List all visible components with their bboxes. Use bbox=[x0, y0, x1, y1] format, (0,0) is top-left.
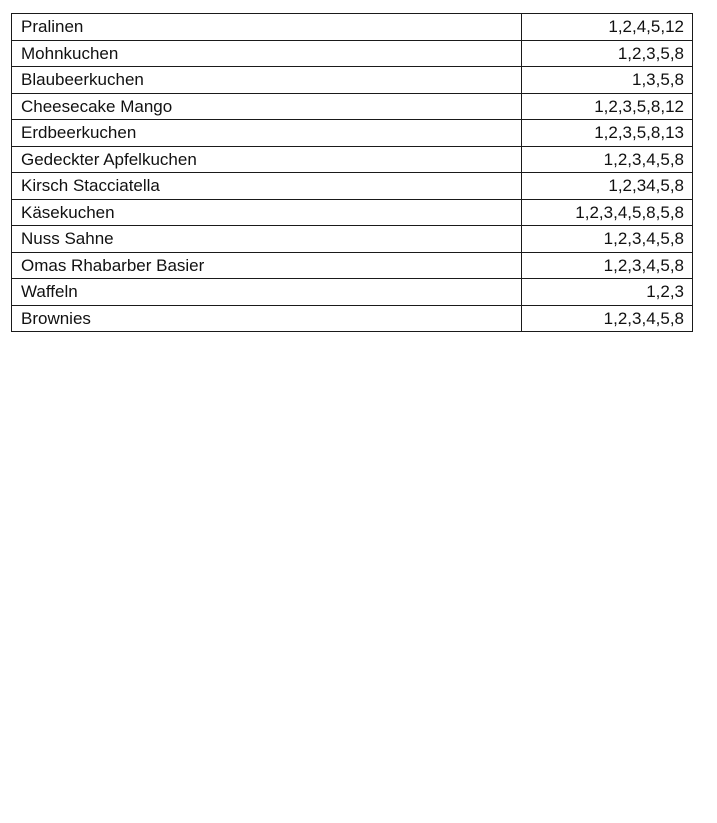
table-row bbox=[12, 252, 693, 279]
item-name-cell: Waffeln bbox=[12, 279, 522, 306]
item-name-cell: Erdbeerkuchen bbox=[12, 120, 522, 147]
table-row bbox=[12, 279, 693, 306]
table-row bbox=[12, 14, 693, 41]
item-name-cell: Cheesecake Mango bbox=[12, 93, 522, 120]
item-codes-cell: 1,2,3,5,8,12 bbox=[522, 93, 693, 120]
item-name-cell: Kirsch Stacciatella bbox=[12, 173, 522, 200]
item-codes-cell: 1,2,3,4,5,8 bbox=[522, 146, 693, 173]
table-row bbox=[12, 120, 693, 147]
table-row bbox=[12, 305, 693, 332]
item-name-cell: Mohnkuchen bbox=[12, 40, 522, 67]
item-codes-cell: 1,2,3,4,5,8 bbox=[522, 252, 693, 279]
item-name-cell: Nuss Sahne bbox=[12, 226, 522, 253]
menu-allergen-table bbox=[11, 13, 693, 332]
table-row bbox=[12, 146, 693, 173]
item-name-cell: Brownies bbox=[12, 305, 522, 332]
table-row bbox=[12, 199, 693, 226]
table-row bbox=[12, 93, 693, 120]
item-codes-cell: 1,2,3,4,5,8,5,8 bbox=[522, 199, 693, 226]
item-name-cell: Pralinen bbox=[12, 14, 522, 41]
item-name-cell: Omas Rhabarber Basier bbox=[12, 252, 522, 279]
table-row bbox=[12, 226, 693, 253]
item-name-cell: Käsekuchen bbox=[12, 199, 522, 226]
item-name-cell: Gedeckter Apfelkuchen bbox=[12, 146, 522, 173]
table-row bbox=[12, 40, 693, 67]
item-codes-cell: 1,2,4,5,12 bbox=[522, 14, 693, 41]
item-codes-cell: 1,2,3,5,8 bbox=[522, 40, 693, 67]
item-codes-cell: 1,2,3,5,8,13 bbox=[522, 120, 693, 147]
item-name-cell: Blaubeerkuchen bbox=[12, 67, 522, 94]
table-row bbox=[12, 67, 693, 94]
item-codes-cell: 1,3,5,8 bbox=[522, 67, 693, 94]
item-codes-cell: 1,2,3,4,5,8 bbox=[522, 305, 693, 332]
item-codes-cell: 1,2,34,5,8 bbox=[522, 173, 693, 200]
table-row bbox=[12, 173, 693, 200]
item-codes-cell: 1,2,3 bbox=[522, 279, 693, 306]
item-codes-cell: 1,2,3,4,5,8 bbox=[522, 226, 693, 253]
